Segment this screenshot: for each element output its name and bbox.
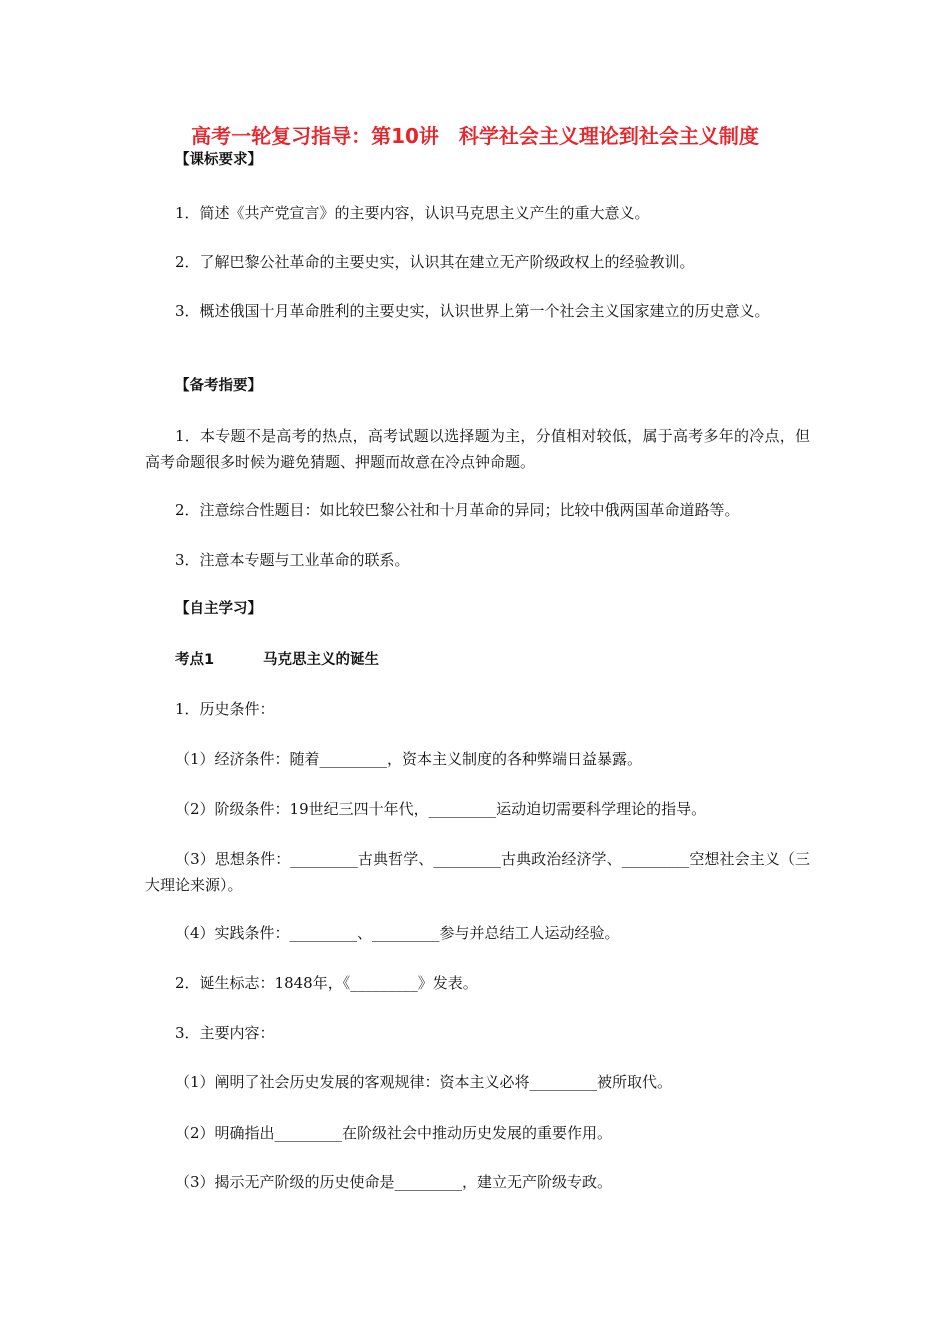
section-heading-kebiao: 【课标要求】 (175, 152, 262, 168)
zizhu-line-4: （3）思想条件：_________古典哲学、_________古典政治经济学、_________空想社会主义（三大理论来源）。 (145, 850, 810, 894)
zizhu-line-2: （1）经济条件：随着_________，资本主义制度的各种弊端日益暴露。 (175, 750, 643, 768)
zizhu-line-10: （3）揭示无产阶级的历史使命是_________，建立无产阶级专政。 (175, 1173, 613, 1191)
beikao-item-3: 3．注意本专题与工业革命的联系。 (175, 551, 410, 569)
kebiao-item-3: 3．概述俄国十月革命胜利的主要史实，认识世界上第一个社会主义国家建立的历史意义。 (175, 302, 770, 320)
section-heading-zizhu: 【自主学习】 (175, 601, 262, 617)
zizhu-line-1: 1．历史条件： (175, 700, 275, 718)
document-title: 高考一轮复习指导：第10讲 科学社会主义理论到社会主义制度 (191, 124, 759, 148)
zizhu-line-3: （2）阶级条件：19世纪三四十年代，_________运动迫切需要科学理论的指导。 (175, 800, 707, 818)
kaodian-title: 马克思主义的诞生 (263, 652, 379, 668)
kaodian-number: 考点1 (175, 652, 215, 668)
beikao-item-1: 1．本专题不是高考的热点，高考试题以选择题为主，分值相对较低，属于高考多年的冷点，但高考命题很多时候为避免猜题、押题而故意在冷点钟命题。 (145, 427, 810, 471)
kebiao-item-1: 1．简述《共产党宣言》的主要内容，认识马克思主义产生的重大意义。 (175, 204, 650, 222)
zizhu-line-8: （1）阐明了社会历史发展的客观规律：资本主义必将_________被所取代。 (175, 1073, 673, 1091)
section-heading-beikao: 【备考指要】 (175, 378, 262, 394)
kaodian-heading (145, 647, 840, 673)
zizhu-line-7: 3．主要内容： (175, 1024, 275, 1042)
kebiao-item-2: 2．了解巴黎公社革命的主要史实，认识其在建立无产阶级政权上的经验教训。 (175, 253, 695, 271)
beikao-item-2: 2．注意综合性题目：如比较巴黎公社和十月革命的异同；比较中俄两国革命道路等。 (175, 501, 740, 519)
zizhu-line-6: 2．诞生标志：1848年，《_________》发表。 (175, 974, 478, 992)
zizhu-line-5: （4）实践条件：_________、_________参与并总结工人运动经验。 (175, 924, 620, 942)
zizhu-line-9: （2）明确指出_________在阶级社会中推动历史发展的重要作用。 (175, 1124, 613, 1142)
